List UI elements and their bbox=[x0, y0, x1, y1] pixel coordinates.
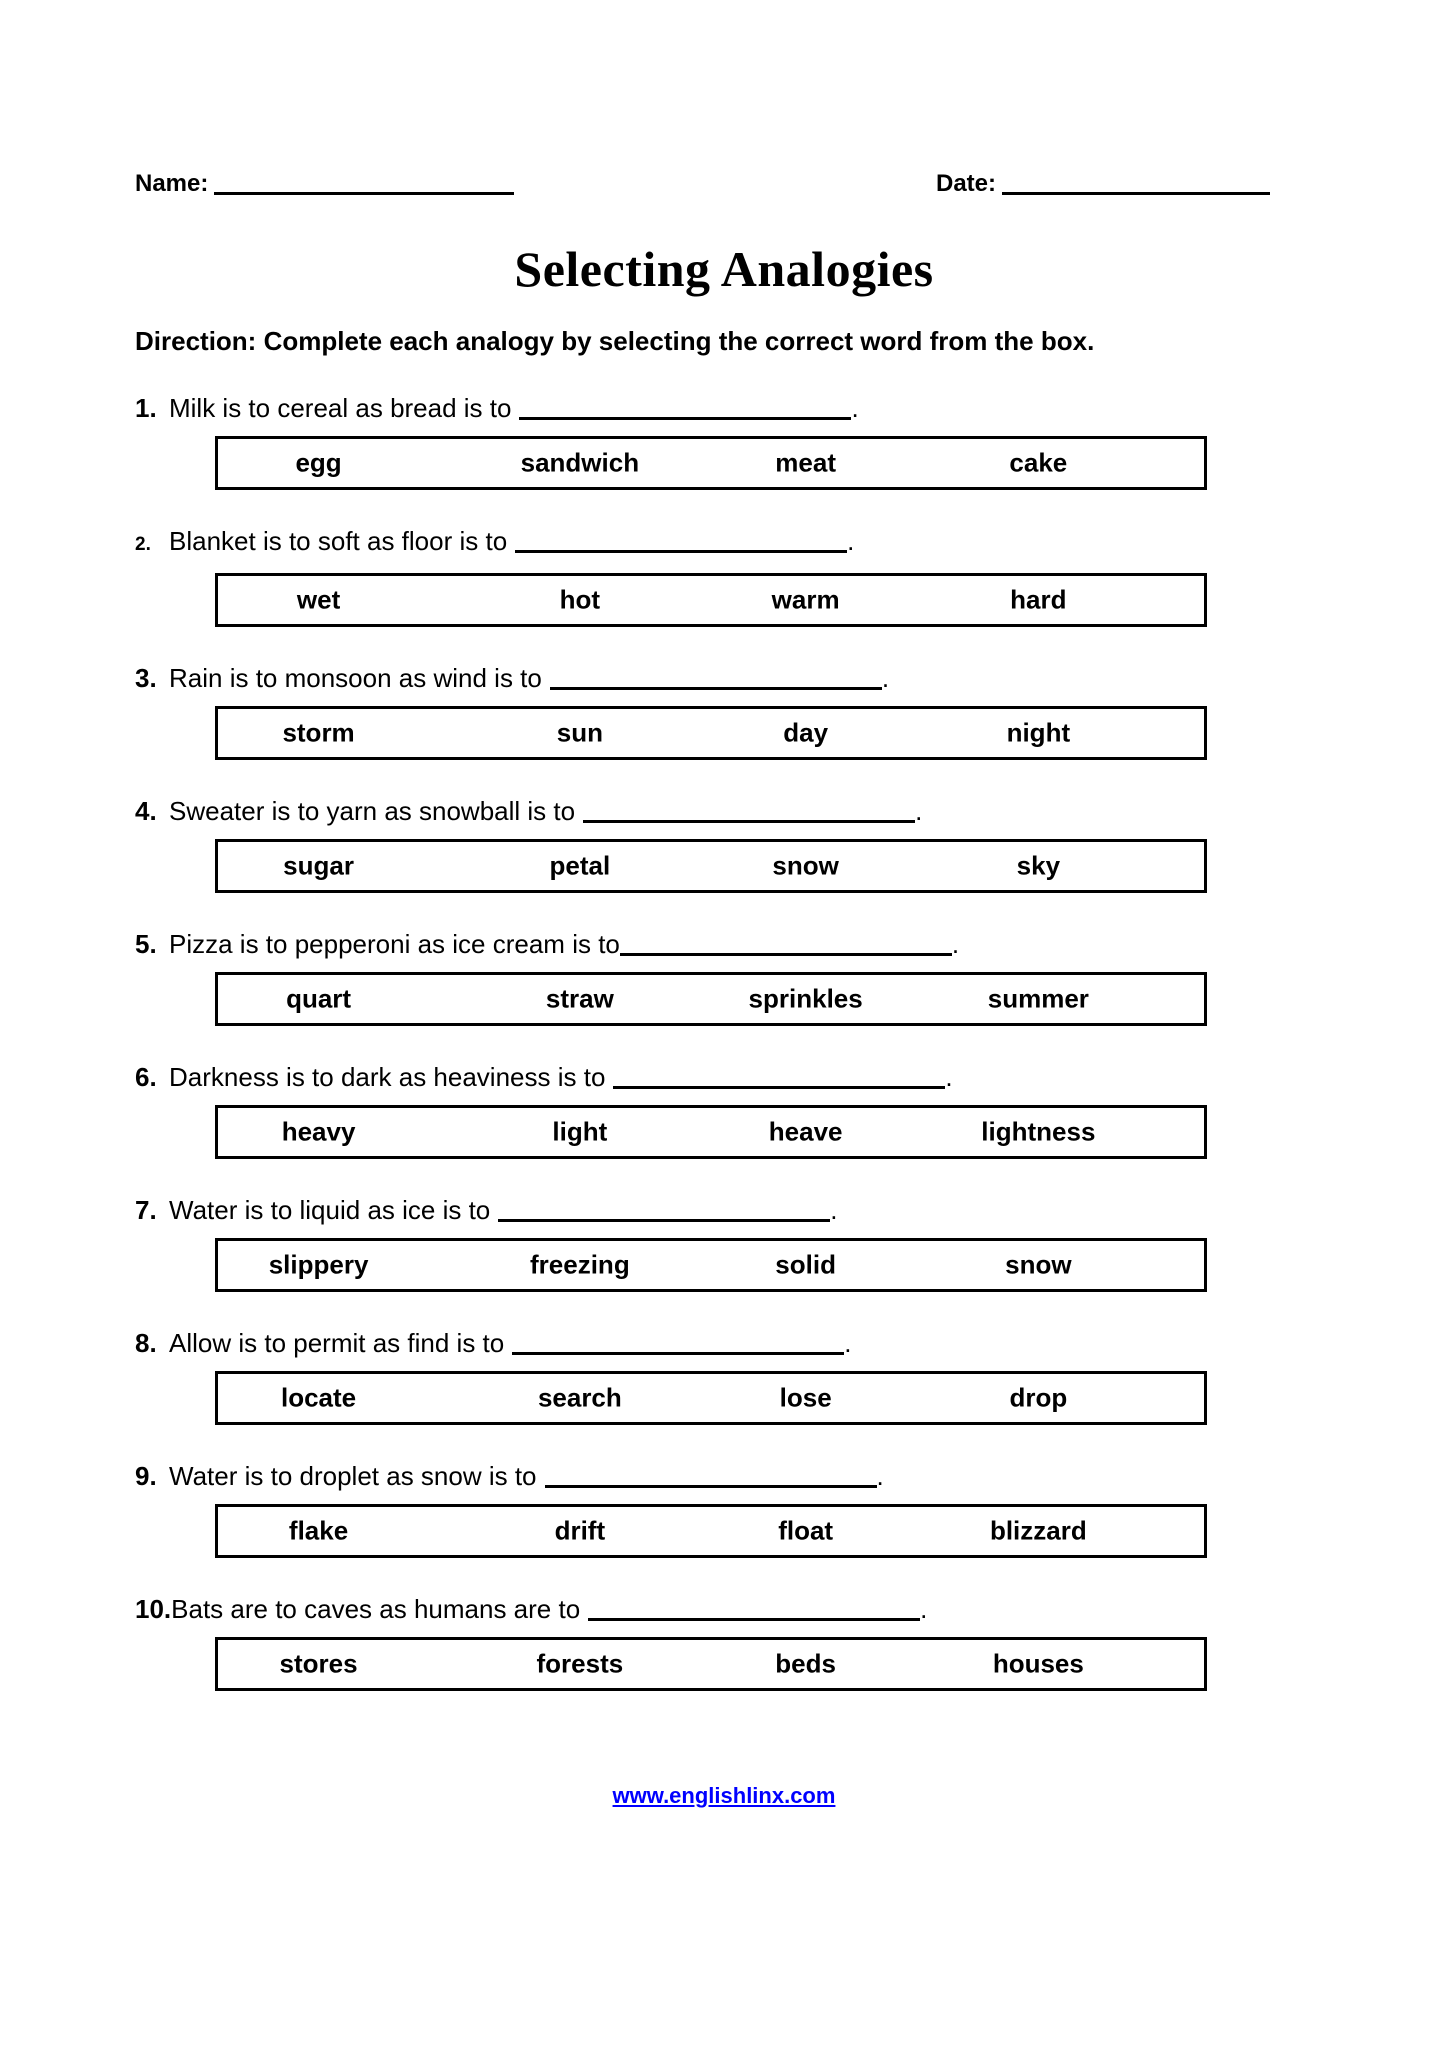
choice-word: summer bbox=[987, 983, 1089, 1014]
answer-blank[interactable] bbox=[498, 1196, 830, 1222]
choice-word: night bbox=[1006, 717, 1071, 748]
answer-blank[interactable] bbox=[512, 1329, 844, 1355]
choice-word: sandwich bbox=[520, 447, 640, 478]
choice-word: heave bbox=[768, 1116, 843, 1147]
question-block bbox=[0, 927, 1448, 1026]
choice-word: float bbox=[778, 1515, 834, 1546]
word-choice-box bbox=[215, 972, 1207, 1026]
question-suffix: . bbox=[945, 1062, 953, 1092]
question-line bbox=[135, 1060, 1448, 1093]
question-number: 7. bbox=[135, 1195, 157, 1225]
page-title: Selecting Analogies bbox=[514, 241, 934, 297]
choice-word: quart bbox=[286, 983, 352, 1014]
choice-word: storm bbox=[282, 717, 355, 748]
answer-blank[interactable] bbox=[588, 1595, 920, 1621]
choice-word: hot bbox=[559, 584, 601, 615]
question-block bbox=[0, 661, 1448, 760]
question-block bbox=[0, 1060, 1448, 1159]
question-number: 1. bbox=[135, 393, 157, 423]
question-line bbox=[135, 1326, 1448, 1359]
word-choice-box bbox=[215, 1371, 1207, 1425]
question-block bbox=[0, 1459, 1448, 1558]
name-label: Name: bbox=[135, 170, 209, 197]
questions-list bbox=[0, 391, 1448, 1691]
word-choice-box bbox=[215, 436, 1207, 490]
question-text: Sweater is to yarn as snowball is to bbox=[169, 796, 576, 826]
choice-word: sugar bbox=[283, 850, 354, 881]
question-block bbox=[0, 524, 1448, 627]
question-suffix: . bbox=[851, 393, 859, 423]
name-field bbox=[135, 170, 514, 198]
question-suffix: . bbox=[915, 796, 923, 826]
word-choice-box bbox=[215, 1504, 1207, 1558]
question-text: Allow is to permit as find is to bbox=[169, 1328, 505, 1358]
direction-text: Direction: Complete each analogy by selecting the correct word from the box. bbox=[135, 326, 1095, 356]
answer-blank[interactable] bbox=[550, 664, 882, 690]
question-number: 2. bbox=[135, 534, 151, 555]
question-block bbox=[0, 1592, 1448, 1691]
name-input-line[interactable] bbox=[214, 192, 514, 195]
choice-word: blizzard bbox=[989, 1515, 1087, 1546]
choice-word: meat bbox=[775, 447, 836, 478]
question-line bbox=[135, 1193, 1448, 1226]
choice-word: straw bbox=[545, 983, 614, 1014]
answer-blank[interactable] bbox=[583, 797, 915, 823]
question-line bbox=[135, 524, 1448, 561]
question-text: Darkness is to dark as heaviness is to bbox=[169, 1062, 606, 1092]
choice-word: beds bbox=[775, 1648, 836, 1679]
choice-word: houses bbox=[992, 1648, 1084, 1679]
choice-word: hard bbox=[1010, 584, 1067, 615]
choice-word: wet bbox=[296, 584, 341, 615]
question-number: 5. bbox=[135, 929, 157, 959]
choice-word: solid bbox=[775, 1249, 836, 1280]
answer-blank[interactable] bbox=[519, 394, 851, 420]
choice-word: petal bbox=[549, 850, 611, 881]
choice-word: freezing bbox=[530, 1249, 630, 1280]
question-text: Pizza is to pepperoni as ice cream is to bbox=[169, 929, 620, 959]
word-choice-box bbox=[215, 1238, 1207, 1292]
choice-word: stores bbox=[279, 1648, 358, 1679]
answer-blank[interactable] bbox=[613, 1063, 945, 1089]
choice-word: sky bbox=[1016, 850, 1061, 881]
choice-word: slippery bbox=[268, 1249, 369, 1280]
question-block bbox=[0, 794, 1448, 893]
answer-blank[interactable] bbox=[515, 527, 847, 553]
question-suffix: . bbox=[844, 1328, 852, 1358]
question-number: 3. bbox=[135, 663, 157, 693]
question-suffix: . bbox=[830, 1195, 838, 1225]
question-suffix: . bbox=[920, 1594, 928, 1624]
choice-word: drop bbox=[1009, 1382, 1068, 1413]
question-number: 6. bbox=[135, 1062, 157, 1092]
choice-word: heavy bbox=[281, 1116, 356, 1147]
word-choice-box bbox=[215, 1637, 1207, 1691]
choice-word: snow bbox=[1005, 1249, 1072, 1280]
question-suffix: . bbox=[951, 929, 960, 959]
question-number: 9. bbox=[135, 1461, 157, 1491]
question-text: Milk is to cereal as bread is to bbox=[169, 393, 512, 423]
word-choice-box bbox=[215, 706, 1207, 760]
choice-word: lightness bbox=[981, 1116, 1096, 1147]
choice-word: flake bbox=[288, 1515, 349, 1546]
header-row bbox=[135, 170, 1270, 198]
choice-word: cake bbox=[1009, 447, 1068, 478]
question-block bbox=[0, 1326, 1448, 1425]
choice-word: drift bbox=[554, 1515, 606, 1546]
choice-word: warm bbox=[771, 584, 840, 615]
question-suffix: . bbox=[876, 1461, 884, 1491]
choice-word: locate bbox=[280, 1382, 357, 1413]
question-line bbox=[135, 661, 1448, 694]
question-text: Water is to droplet as snow is to bbox=[169, 1461, 537, 1491]
choice-word: egg bbox=[295, 447, 342, 478]
choice-word: sun bbox=[556, 717, 603, 748]
question-number: 4. bbox=[135, 796, 157, 826]
answer-blank[interactable] bbox=[620, 930, 952, 956]
question-text: Water is to liquid as ice is to bbox=[169, 1195, 491, 1225]
word-choice-box bbox=[215, 573, 1207, 627]
question-line bbox=[135, 927, 1448, 960]
choice-word: light bbox=[552, 1116, 608, 1147]
website-link[interactable]: www.englishlinx.com bbox=[612, 1783, 836, 1808]
date-field bbox=[936, 170, 1270, 198]
question-line bbox=[135, 794, 1448, 827]
word-choice-box bbox=[215, 839, 1207, 893]
choice-word: sprinkles bbox=[748, 983, 863, 1014]
choice-word: lose bbox=[779, 1382, 832, 1413]
choice-word: day bbox=[783, 717, 829, 748]
question-block bbox=[0, 391, 1448, 490]
question-text: Blanket is to soft as floor is to bbox=[169, 526, 508, 556]
question-line bbox=[135, 1592, 1448, 1625]
question-line bbox=[135, 1459, 1448, 1492]
date-input-line[interactable] bbox=[1002, 192, 1270, 195]
choice-word: search bbox=[537, 1382, 622, 1413]
question-suffix: . bbox=[847, 526, 855, 556]
question-text: Bats are to caves as humans are to bbox=[171, 1594, 581, 1624]
footer bbox=[0, 1783, 1448, 1809]
answer-blank[interactable] bbox=[545, 1462, 877, 1488]
date-label: Date: bbox=[935, 170, 996, 197]
question-number: 8. bbox=[135, 1328, 157, 1358]
question-block bbox=[0, 1193, 1448, 1292]
choice-word: forests bbox=[536, 1648, 624, 1679]
word-choice-box bbox=[215, 1105, 1207, 1159]
choice-word: snow bbox=[772, 850, 839, 881]
question-text: Rain is to monsoon as wind is to bbox=[169, 663, 542, 693]
question-line bbox=[135, 391, 1448, 424]
question-suffix: . bbox=[881, 663, 890, 693]
question-number: 10. bbox=[135, 1594, 172, 1624]
